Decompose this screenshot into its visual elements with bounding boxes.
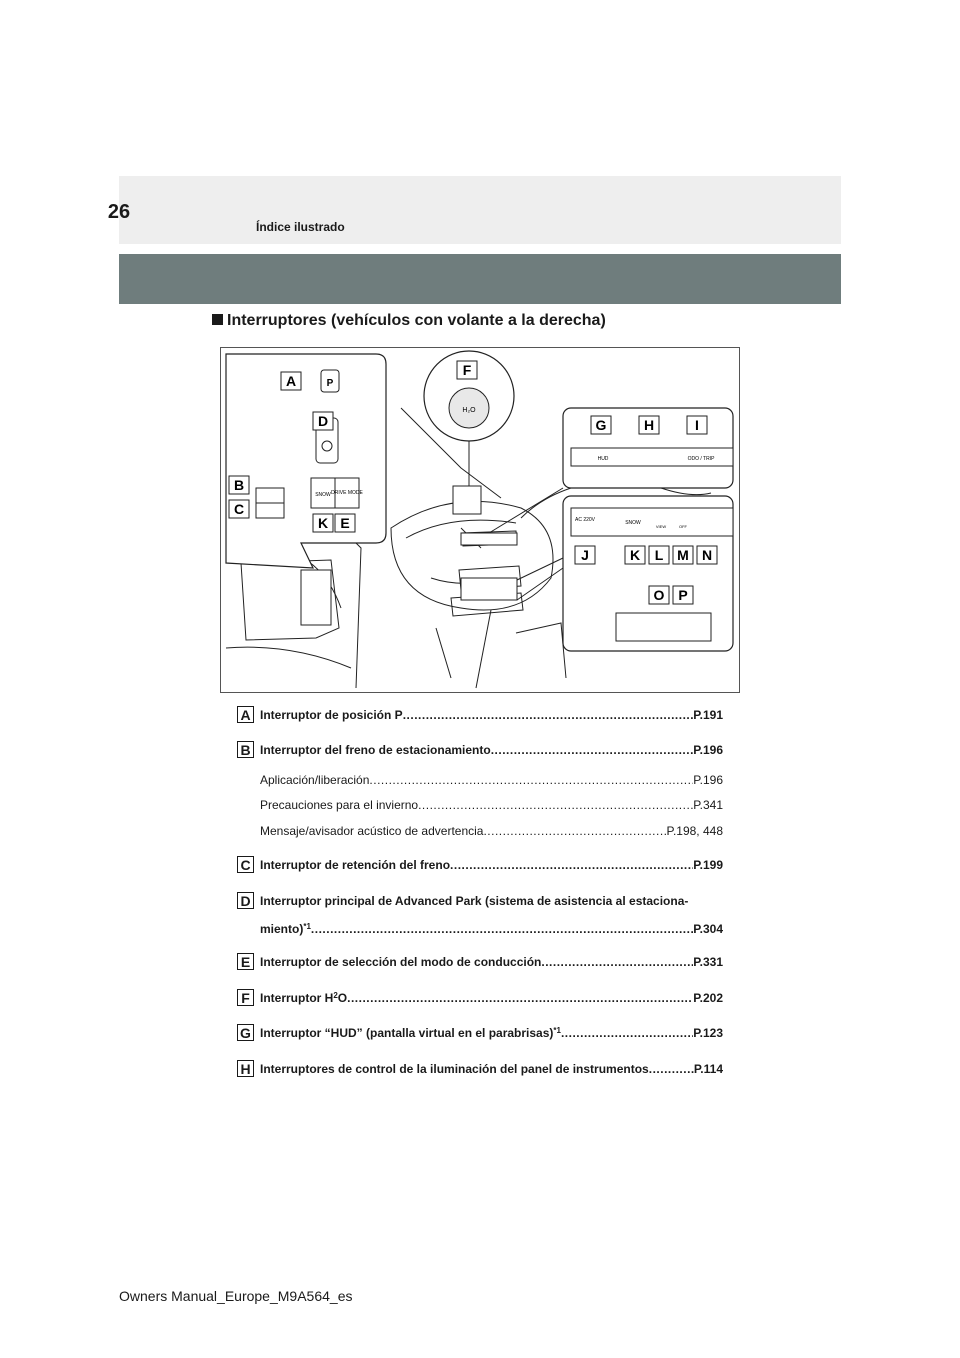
item-letter: B xyxy=(237,741,254,758)
callout-e: E xyxy=(340,515,350,531)
callout-p: P xyxy=(678,587,688,603)
dashboard-illustration xyxy=(221,348,739,692)
list-item xyxy=(237,892,723,940)
footer-text: Owners Manual_Europe_M9A564_es xyxy=(119,1288,353,1304)
list-item xyxy=(237,953,723,973)
list-item xyxy=(237,856,723,876)
drive-mode-text: DRIVE MODE xyxy=(331,490,363,496)
callout-f: F xyxy=(462,362,472,378)
item-letter: G xyxy=(237,1024,254,1041)
list-item xyxy=(237,989,723,1009)
header-title: Índice ilustrado xyxy=(256,220,345,234)
list-item xyxy=(237,1060,723,1080)
switches-illustration xyxy=(220,347,740,693)
h2o-text: H₂O xyxy=(462,407,476,414)
snow-text-2: SNOW xyxy=(625,520,641,526)
callout-k-left: K xyxy=(317,515,329,531)
callout-k: K xyxy=(629,547,641,563)
section-bullet-icon xyxy=(212,314,223,325)
item-entry-line1[interactable]: Interruptor principal de Advanced Park (sistema de asistencia al estaciona- xyxy=(260,894,689,908)
callout-i: I xyxy=(695,417,699,433)
list-subitem xyxy=(237,796,723,816)
callout-j: J xyxy=(581,547,589,563)
callout-c: C xyxy=(233,501,245,517)
section-title: Interruptores (vehículos con volante a la derecha) xyxy=(212,312,606,330)
item-entry[interactable]: Interruptores de control de la iluminación del panel de instrumentos ..... P.114 xyxy=(260,1062,723,1076)
snow-text: SNOW xyxy=(315,492,331,498)
item-entry[interactable]: Interruptor de retención del freno ..... P.199 xyxy=(260,858,723,872)
item-entry[interactable]: Interruptor del freno de estacionamiento ..... P.196 xyxy=(260,743,723,757)
callout-a: A xyxy=(285,373,297,389)
item-entry[interactable]: Interruptor de selección del modo de conducción ..... P.331 xyxy=(260,955,723,969)
item-letter: H xyxy=(237,1060,254,1077)
callout-n: N xyxy=(701,547,713,563)
header-band: 26 Índice ilustrado xyxy=(119,176,841,244)
item-entry[interactable]: Interruptor de posición P ..... P.191 xyxy=(260,708,723,722)
p-switch-text: P xyxy=(326,378,334,389)
subitem-entry[interactable]: Aplicación/liberación ..... P.196 xyxy=(260,773,723,787)
callout-h: H xyxy=(643,417,655,433)
callout-o: O xyxy=(653,587,665,603)
callout-d: D xyxy=(317,413,329,429)
item-entry[interactable]: Interruptor “HUD” (pantalla virtual en el parabrisas) *1 ..... P.123 xyxy=(260,1026,723,1040)
item-letter: D xyxy=(237,892,254,909)
odo-trip-text: ODO / TRIP xyxy=(687,456,715,462)
list-item xyxy=(237,741,723,761)
view-text: VIEW xyxy=(655,524,667,529)
item-letter: A xyxy=(237,706,254,723)
item-letter: F xyxy=(237,989,254,1006)
item-letter: C xyxy=(237,856,254,873)
item-entry-line2[interactable]: miento) *1 ..... P.304 xyxy=(260,922,723,936)
callout-g: G xyxy=(595,417,607,433)
item-entry[interactable]: Interruptor H 2 O ..... P.202 xyxy=(260,991,723,1005)
callout-b: B xyxy=(233,477,245,493)
hud-text: HUD xyxy=(597,456,609,462)
callout-l: L xyxy=(654,547,664,563)
list-subitem xyxy=(237,822,723,842)
subitem-entry[interactable]: Mensaje/avisador acústico de advertencia ..... P.198, 448 xyxy=(260,824,723,838)
list-subitem xyxy=(237,771,723,791)
section-band xyxy=(119,254,841,304)
off-text: OFF xyxy=(679,524,687,529)
list-item xyxy=(237,1024,723,1044)
list-item xyxy=(237,706,723,726)
subitem-entry[interactable]: Precauciones para el invierno ..... P.341 xyxy=(260,798,723,812)
ac-220v-text: AC 220V xyxy=(574,517,596,523)
item-letter: E xyxy=(237,953,254,970)
callout-m: M xyxy=(677,547,689,563)
